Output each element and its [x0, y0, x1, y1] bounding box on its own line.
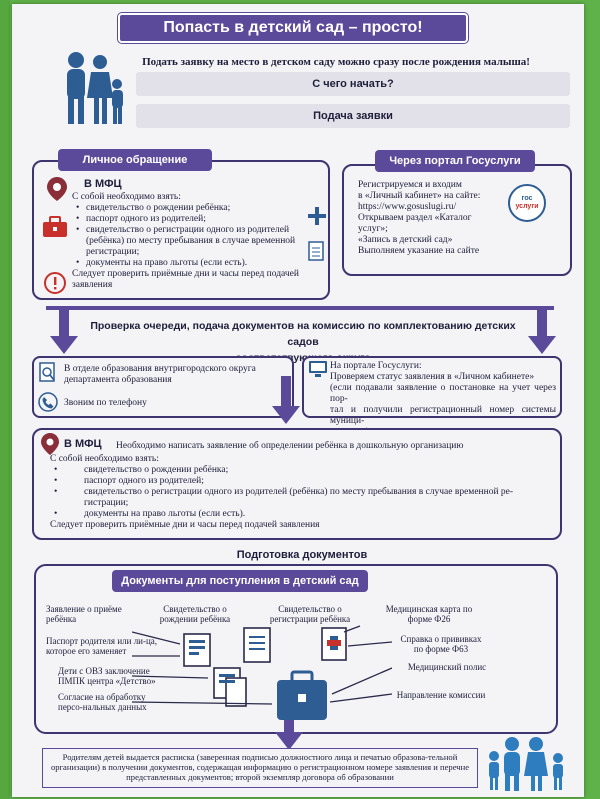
- doc-label: Согласие на обработку персо-нальных данных: [58, 692, 147, 712]
- briefcase-icon: [42, 216, 68, 238]
- personal-item: • паспорт одного из родителей;: [72, 214, 318, 225]
- personal-item: • документы на право льготы (если есть).: [72, 258, 318, 269]
- documents-diagram: [132, 622, 392, 727]
- arrow-down-center-icon: [272, 406, 300, 424]
- mfc-application-item: • паспорт одного из родителей;: [50, 476, 555, 487]
- arrow-down-right-icon: [528, 336, 556, 354]
- portal-body: [358, 180, 508, 257]
- doc-label: Паспорт родителя или ли-ца, которое его заменяет: [46, 636, 158, 656]
- doc-label: Дети с ОВЗ заключение ПМПК центра «Детство»: [58, 666, 156, 686]
- family-icon: [484, 734, 570, 792]
- mfc-application-item: • свидетельство о рождении ребёнка;: [50, 465, 555, 476]
- portal-line: в «Личный кабинет» на сайте:: [358, 191, 481, 201]
- personal-note: Следует проверить приёмные дни и часы перед подачей заявления: [72, 269, 299, 290]
- department-text: В отделе образования внутригородского округа департамента образования: [64, 364, 256, 385]
- mfc-application-heading: В МФЦ: [64, 438, 102, 450]
- mfc-application-item: • свидетельство о регистрации одного из родителей (ребёнка) по месту пребывания в случае временной ре-гистрации;: [50, 487, 555, 509]
- portal-tag: Через портал Госуслуги: [375, 150, 535, 172]
- footer-text: Родителям детей выдается расписка (заверенная подписью должностного лица и печатью образова-тельной организации) в получении документов, содержащая информацию о регистрационном номере заявления и перечне представленных документов; второй экземпляр договора об образовании: [50, 752, 470, 782]
- poster: [12, 4, 584, 797]
- gosuslugi-logo: гос услуги: [508, 184, 546, 222]
- warning-icon: [44, 272, 66, 294]
- personal-intro: С собой необходимо взять:: [72, 192, 181, 202]
- wall-background: [0, 0, 10, 799]
- portal-check-body: На портале Госуслуги: Проверяем статус заявления в «Личном кабинете» (если подавали заявление о постановке на учет через пор- тал и получили регистрационный номер системы муници-: [330, 361, 556, 426]
- personal-item: • свидетельство о рождении ребёнка;: [72, 203, 318, 214]
- mfc-application-headline: Необходимо написать заявление об определении ребёнка в дошкольную организацию: [116, 441, 464, 451]
- portal-line: Выполняем указание на сайте: [358, 246, 480, 256]
- footer-box: [42, 748, 478, 788]
- mfc-application-body: С собой необходимо взять: • свидетельство о рождении ребёнка; • паспорт одного из родителей; • свидетельство о регистрации одного из родителей (ребёнка) по месту пребывания в случае временной ре-гистрации; • документы на право льготы (если есть). Следует проверить приёмные дни и часы перед подачей заявления: [50, 454, 555, 531]
- step-application: Подача заявки: [136, 104, 570, 128]
- location-pin-icon: [46, 176, 68, 202]
- personal-item: • свидетельство о регистрации одного из родителей (ребёнка) по месту пребывания в случае временной регистрации;: [72, 225, 318, 258]
- arrow-stem-center: [281, 376, 291, 408]
- check-band-line: [46, 306, 554, 310]
- doc-label: Медицинская карта по форме Ф26: [385, 604, 473, 624]
- doc-label: Медицинский полис: [407, 662, 487, 672]
- portal-line: Открываем раздел «Каталог: [358, 213, 472, 223]
- location-pin-icon: [40, 432, 60, 456]
- phone-icon: [38, 392, 58, 412]
- arrow-stem-right: [537, 310, 547, 338]
- doc-label: Свидетельство о рождении ребёнка: [159, 604, 231, 624]
- department-phone: Звоним по телефону: [64, 398, 147, 408]
- prep-tag: Документы для поступления в детский сад: [112, 570, 368, 592]
- portal-link[interactable]: https://www.gosuslugi.ru/: [358, 202, 457, 212]
- mfc-application-item: • документы на право льготы (если есть).: [50, 509, 555, 520]
- doc-label: Свидетельство о регистрации ребёнка: [269, 604, 351, 624]
- doc-label: Заявление о приёме ребёнка: [46, 604, 122, 624]
- portal-line: услуг»;: [358, 224, 388, 234]
- monitor-icon: [308, 360, 328, 378]
- connector-icons: [304, 200, 330, 274]
- search-document-icon: [38, 362, 58, 384]
- arrow-down-left-icon: [50, 336, 78, 354]
- doc-label: Справка о прививках по форме Ф63: [400, 634, 482, 654]
- personal-body: [72, 192, 318, 291]
- arrow-stem-left: [59, 310, 69, 338]
- poster-title: Попасть в детский сад – просто!: [118, 13, 468, 43]
- prep-heading: Подготовка документов: [236, 549, 368, 561]
- portal-line: Регистрируемся и входим: [358, 180, 462, 190]
- check-heading: Проверка очереди, подача документов на комиссию по комплектованию детских садов: [90, 320, 516, 348]
- personal-tag: Личное обращение: [58, 149, 212, 171]
- personal-heading: В МФЦ: [84, 178, 122, 190]
- doc-label: Направление комиссии: [396, 690, 486, 700]
- portal-line: «Запись в детский сад»: [358, 235, 453, 245]
- poster-subtitle: Подать заявку на место в детском саду можно сразу после рождения малыша!: [142, 56, 530, 68]
- step-start: С чего начать?: [136, 72, 570, 96]
